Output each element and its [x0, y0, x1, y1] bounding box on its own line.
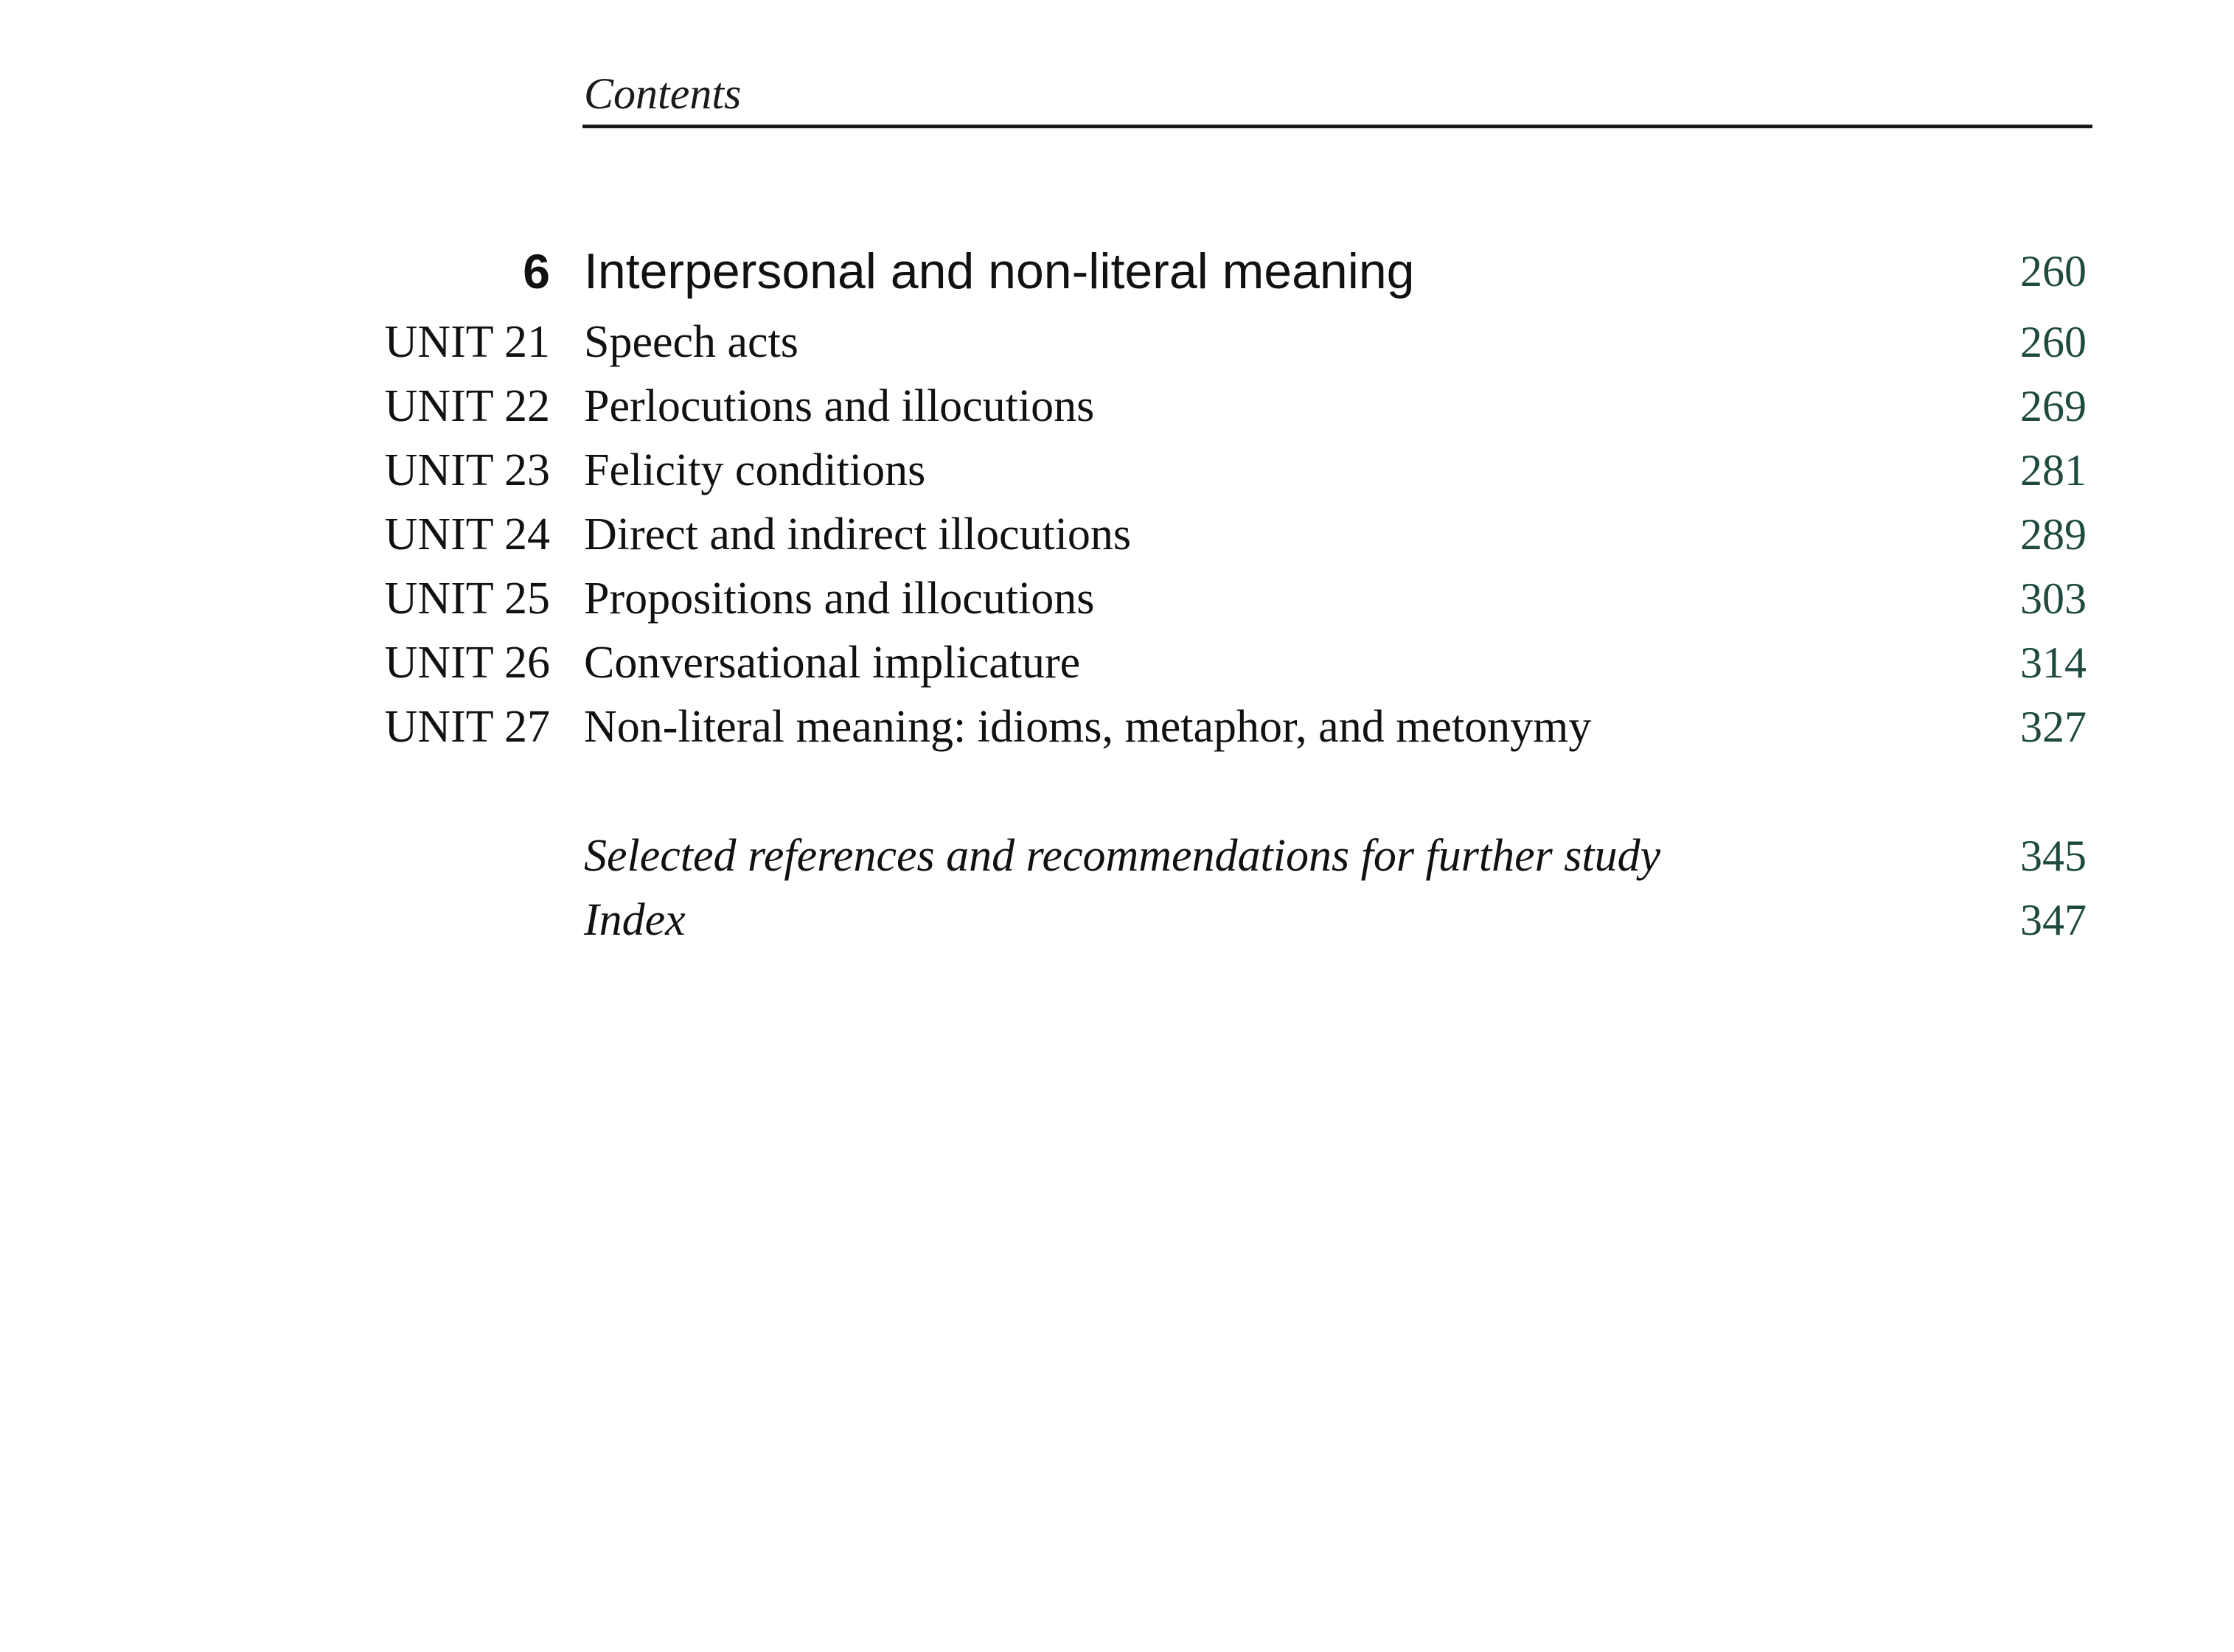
running-head: Contents	[584, 69, 742, 118]
header-rule	[582, 125, 2092, 128]
toc-row-unit-25[interactable]	[0, 569, 2234, 628]
unit-title: Speech acts	[584, 317, 798, 367]
unit-title: Propositions and illocutions	[584, 574, 1095, 624]
unit-title: Non-literal meaning: idioms, metaphor, and metonymy	[584, 702, 1592, 752]
toc-row-unit-21[interactable]	[0, 313, 2234, 372]
unit-page-number: 289	[2020, 510, 2087, 559]
part-title: Interpersonal and non-literal meaning	[584, 243, 1415, 299]
back-matter-page-number: 345	[2020, 832, 2087, 880]
part-page-number: 260	[2020, 247, 2087, 296]
back-matter-title: Selected references and recommendations for further study	[584, 831, 1661, 881]
unit-page-number: 281	[2020, 446, 2087, 495]
part-heading-row[interactable]	[0, 242, 2234, 301]
unit-title: Direct and indirect illocutions	[584, 509, 1132, 560]
unit-title: Felicity conditions	[584, 445, 926, 495]
unit-label: UNIT 26	[384, 638, 550, 688]
toc-row-unit-26[interactable]	[0, 633, 2234, 692]
toc-row-unit-27[interactable]	[0, 697, 2234, 756]
toc-row-unit-23[interactable]	[0, 441, 2234, 500]
back-matter-title: Index	[584, 895, 686, 945]
unit-label: UNIT 27	[384, 702, 550, 752]
toc-row-index[interactable]	[0, 891, 2234, 949]
toc-row-references[interactable]	[0, 826, 2234, 885]
toc-row-unit-24[interactable]	[0, 505, 2234, 564]
back-matter-page-number: 347	[2020, 896, 2087, 944]
part-number: 6	[523, 244, 550, 299]
unit-page-number: 327	[2020, 703, 2087, 751]
unit-title: Conversational implicature	[584, 638, 1081, 688]
unit-label: UNIT 24	[384, 509, 550, 560]
unit-page-number: 260	[2020, 318, 2087, 366]
unit-page-number: 303	[2020, 574, 2087, 623]
unit-title: Perlocutions and illocutions	[584, 381, 1095, 431]
unit-label: UNIT 22	[384, 381, 550, 431]
unit-page-number: 269	[2020, 382, 2087, 431]
unit-page-number: 314	[2020, 638, 2087, 687]
unit-label: UNIT 23	[384, 445, 550, 495]
unit-label: UNIT 25	[384, 574, 550, 624]
unit-label: UNIT 21	[384, 317, 550, 367]
toc-row-unit-22[interactable]	[0, 377, 2234, 436]
